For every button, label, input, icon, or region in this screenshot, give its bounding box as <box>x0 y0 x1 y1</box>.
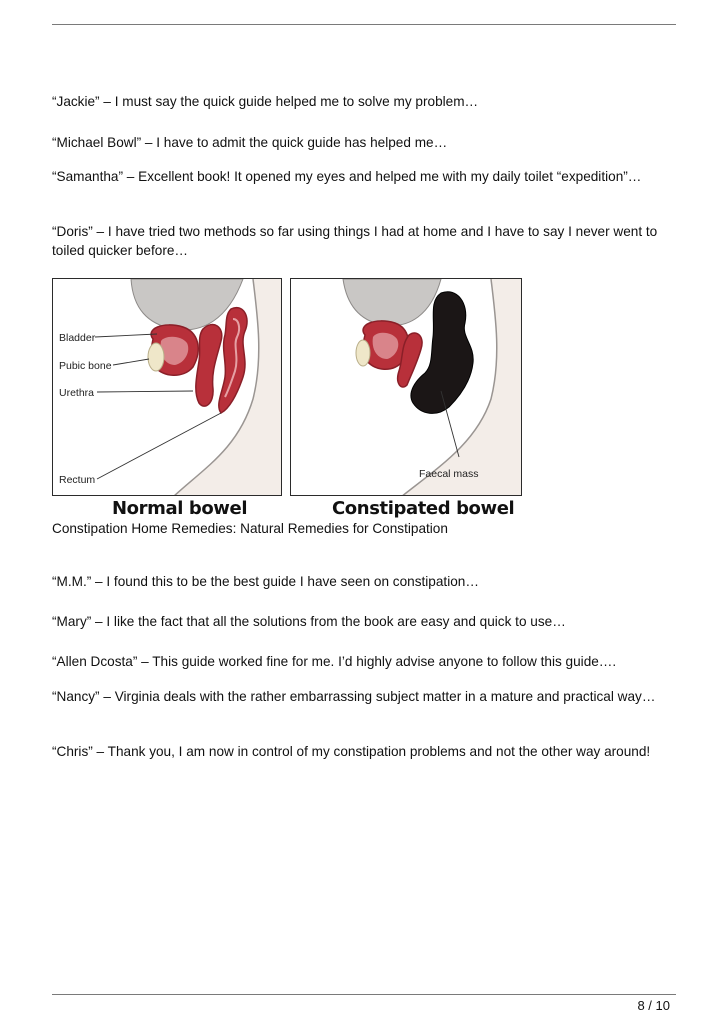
testimonial-jackie: “Jackie” – I must say the quick guide helped me to solve my problem… <box>52 94 479 109</box>
label-pubic-bone: Pubic bone <box>59 360 112 372</box>
constipated-bowel-illustration <box>291 279 522 496</box>
normal-bowel-caption: Normal bowel <box>112 498 248 519</box>
label-faecal-mass: Faecal mass <box>419 468 479 480</box>
page-number: 8 / 10 <box>637 998 670 1013</box>
normal-bowel-illustration <box>53 279 282 496</box>
testimonial-mary: “Mary” – I like the fact that all the solutions from the book are easy and quick to use… <box>52 614 566 629</box>
constipated-bowel-panel <box>290 278 522 496</box>
header-rule <box>52 24 676 25</box>
constipated-bowel-caption: Constipated bowel <box>332 498 515 519</box>
label-bladder: Bladder <box>59 332 96 344</box>
label-rectum: Rectum <box>59 474 96 486</box>
testimonial-michael-bowl: “Michael Bowl” – I have to admit the quick guide has helped me… <box>52 135 448 150</box>
label-urethra: Urethra <box>59 387 95 399</box>
testimonial-samantha: “Samantha” – Excellent book! It opened my eyes and helped me with my daily toilet “expedition”… <box>52 169 642 184</box>
testimonial-chris: “Chris” – Thank you, I am now in control of my constipation problems and not the other way around! <box>52 744 651 759</box>
testimonial-mm: “M.M.” – I found this to be the best guide I have seen on constipation… <box>52 574 479 589</box>
testimonial-nancy: “Nancy” – Virginia deals with the rather embarrassing subject matter in a mature and practical way… <box>52 689 656 704</box>
testimonial-allen-dcosta: “Allen Dcosta” – This guide worked fine for me. I’d highly advise anyone to follow this guide…. <box>52 654 617 669</box>
testimonial-doris: “Doris” – I have tried two methods so far using things I had at home and I have to say I never went to toiled quicker before… <box>52 224 658 258</box>
normal-bowel-panel <box>52 278 282 496</box>
bowel-diagram-figure <box>52 278 522 523</box>
figure-caption: Constipation Home Remedies: Natural Remedies for Constipation <box>52 521 448 536</box>
footer-rule <box>52 994 676 995</box>
